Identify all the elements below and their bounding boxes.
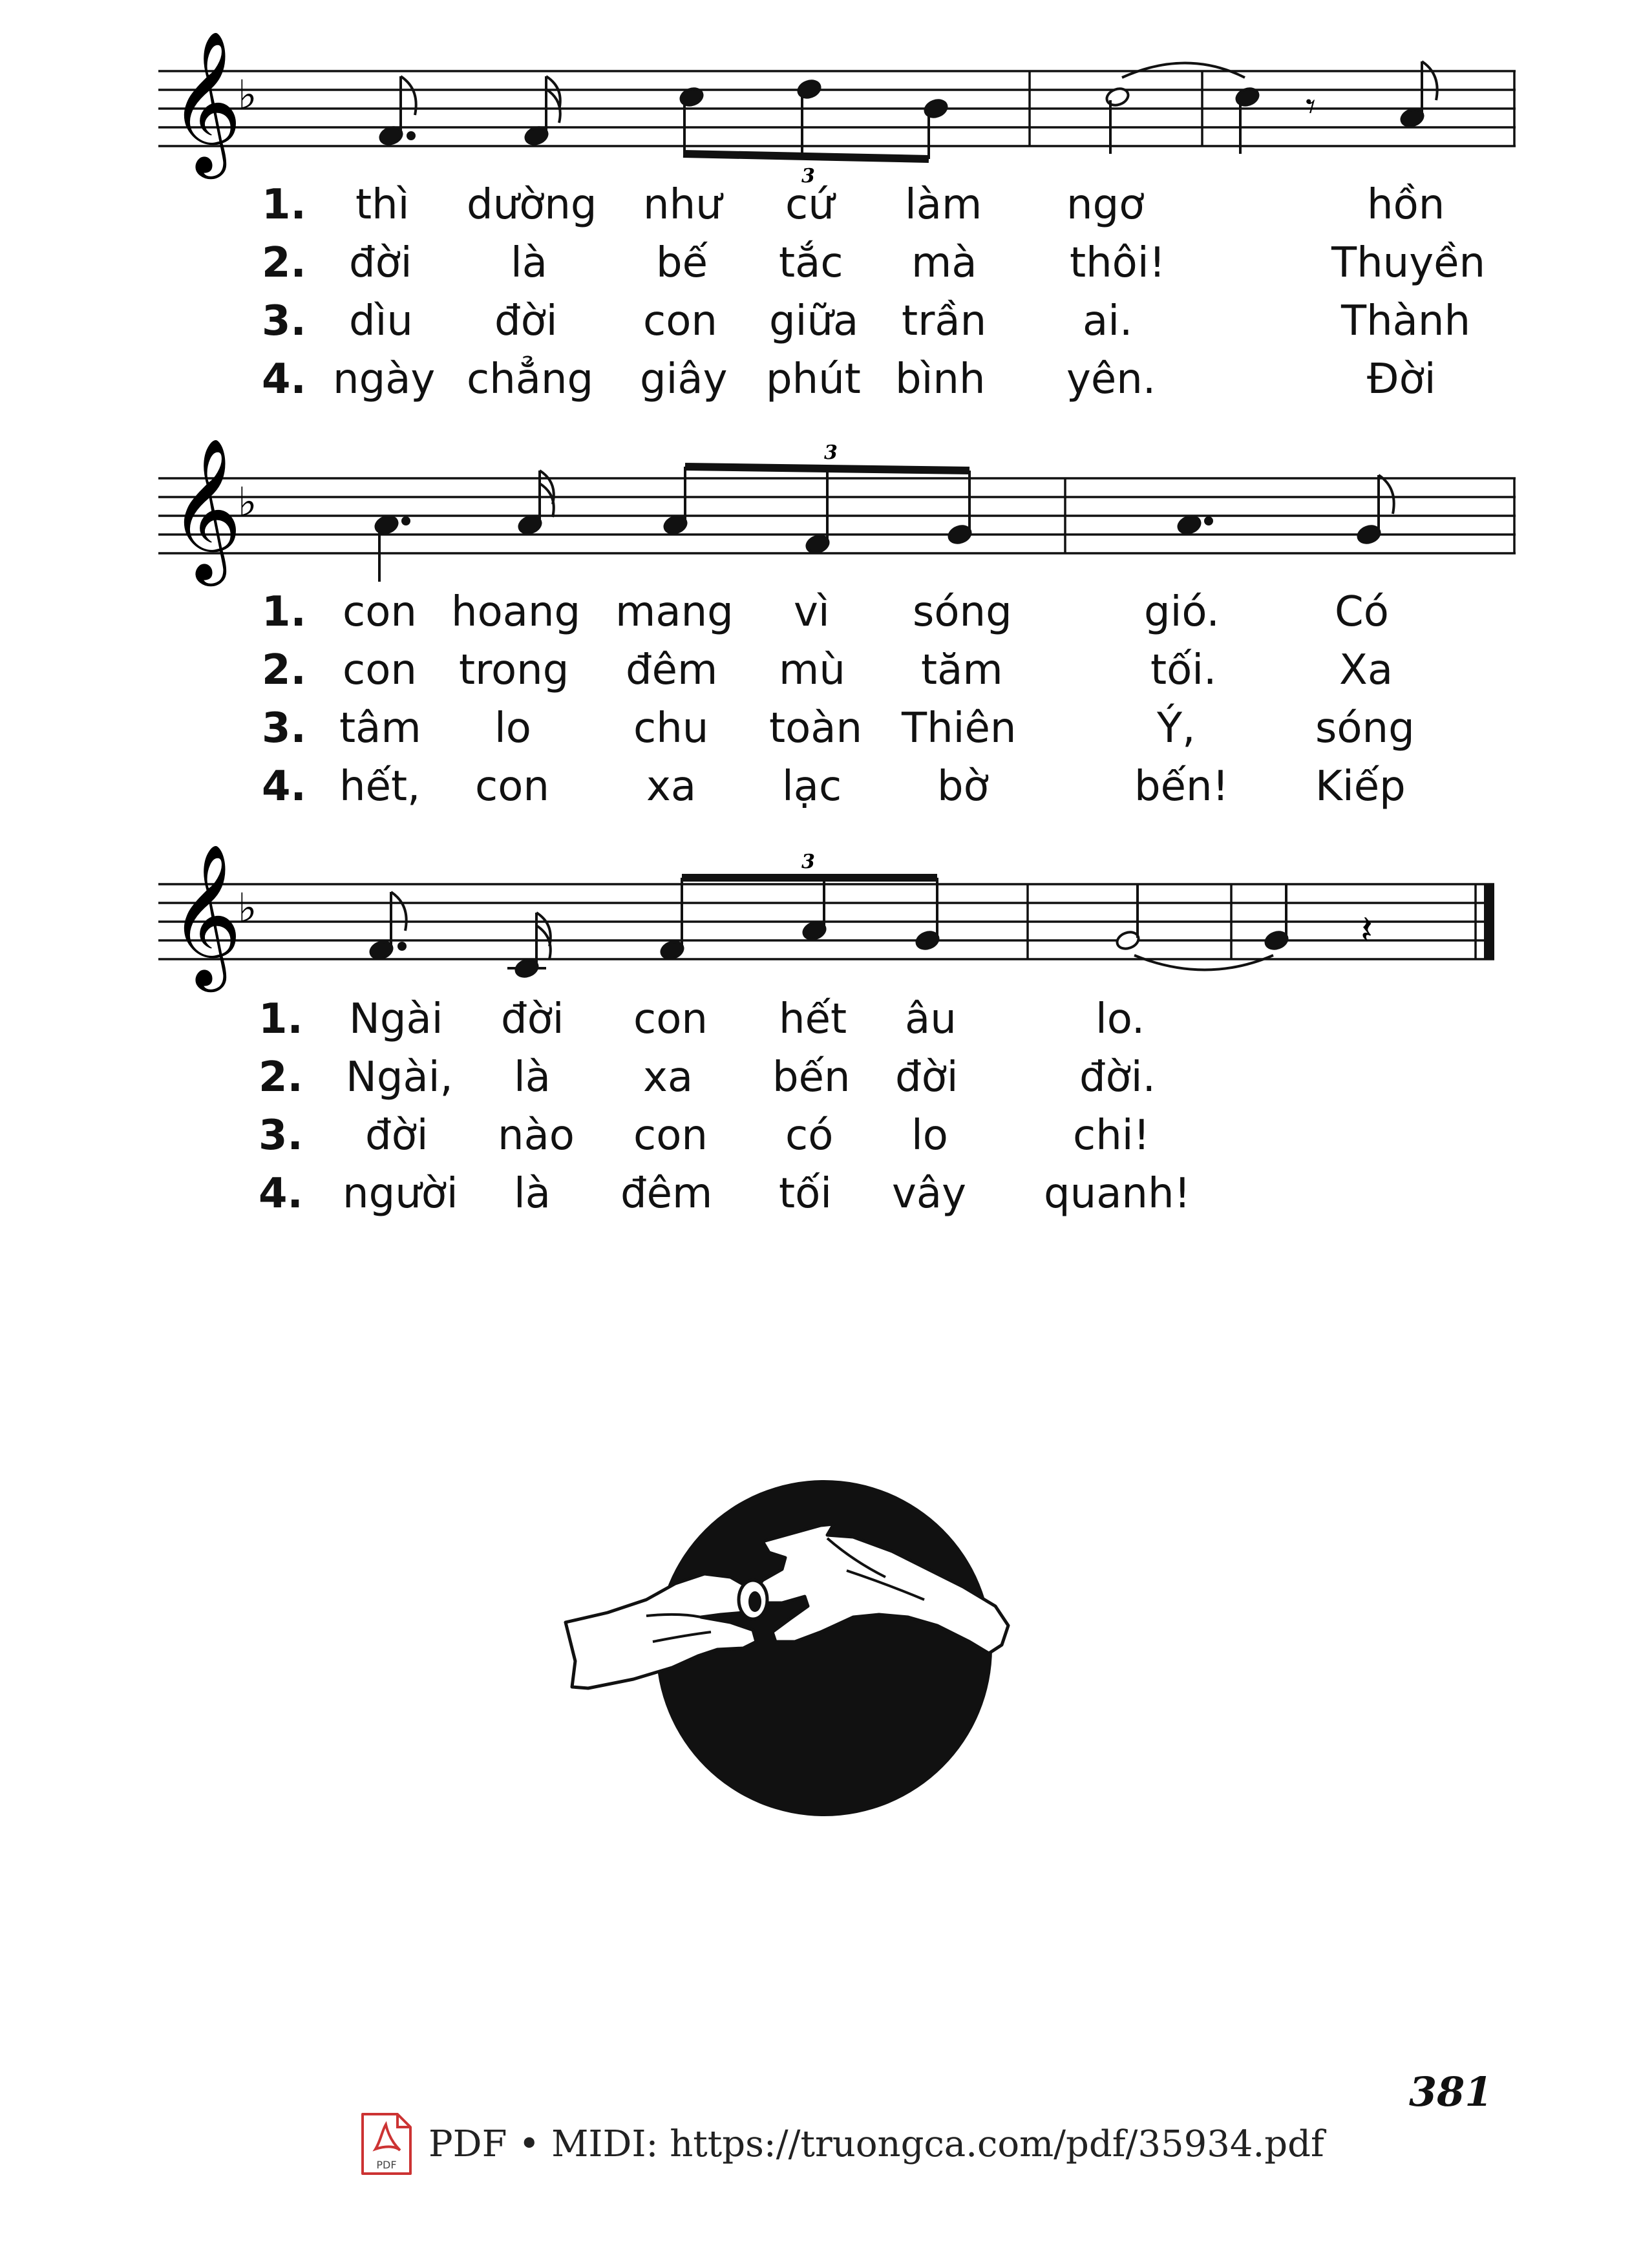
lyric-syllable: đời (501, 995, 564, 1043)
lyric-syllable: âu (905, 995, 957, 1043)
flat-icon: ♭ (238, 478, 257, 525)
quarter-rest-icon: 𝄽 (1361, 906, 1373, 953)
lyric-syllable: là (514, 1054, 551, 1101)
lyric-syllable: con (633, 1112, 708, 1160)
lyric-syllable: Thuyền (1331, 239, 1486, 287)
lyric-syllable: yên. (1066, 355, 1156, 403)
lyric-syllable: Thành (1341, 297, 1470, 345)
lyric-syllable: hết (779, 995, 847, 1043)
lyric-syllable: vây (892, 1170, 966, 1218)
lyric-syllable: Có (1335, 588, 1389, 636)
lyric-syllable: tối (779, 1170, 832, 1218)
verse-line (0, 1170, 1652, 1228)
lyric-syllable: mù (779, 646, 845, 694)
lyric-syllable: xa (646, 763, 697, 811)
verse-number: 3. (262, 705, 306, 752)
lyric-syllable: hoang (451, 588, 581, 636)
lyric-syllable: chi! (1073, 1112, 1150, 1160)
lyric-syllable: mang (615, 588, 734, 636)
verse-number: 3. (259, 1112, 303, 1160)
tuplet-label: 3 (801, 851, 815, 873)
tuplet-label: 3 (801, 165, 815, 187)
pdf-file-icon (359, 2112, 414, 2176)
tuplet-label: 3 (824, 441, 838, 464)
lyric-syllable: đời (349, 239, 412, 287)
verse-number: 2. (259, 1054, 303, 1101)
lyric-syllable: lo (911, 1112, 948, 1160)
lyric-syllable: mà (911, 239, 977, 287)
lyric-syllable: trần (902, 297, 987, 345)
verse-line (0, 705, 1652, 763)
footer-text[interactable]: PDF • MIDI: https://truongca.com/pdf/35934.pdf (429, 2123, 1324, 2165)
lyric-syllable: đời (494, 297, 558, 345)
treble-clef-icon: 𝄞 (169, 437, 242, 580)
lyric-syllable: giây (640, 355, 728, 403)
lyric-syllable: bế (656, 239, 708, 287)
lyric-syllable: lo. (1096, 995, 1145, 1043)
lyric-syllable: đời (365, 1112, 429, 1160)
hands-ring-circle-icon (549, 1448, 1118, 1849)
verse-line (0, 995, 1652, 1054)
lyric-syllable: con (633, 995, 708, 1043)
flat-icon: ♭ (238, 884, 257, 931)
lyric-syllable: con (343, 646, 417, 694)
verse-line (0, 763, 1652, 821)
lyric-syllable: ai. (1083, 297, 1133, 345)
lyric-syllable: phút (766, 355, 861, 403)
lyric-syllable: bình (895, 355, 986, 403)
lyric-syllable: Ngài (349, 995, 443, 1043)
lyric-syllable: tăm (921, 646, 1003, 694)
verse-line (0, 297, 1652, 355)
verse-line (0, 646, 1652, 705)
staff-system-3 (0, 843, 1652, 1008)
lyric-syllable: chu (633, 705, 709, 752)
verse-line (0, 1112, 1652, 1170)
lyric-syllable: dường (467, 181, 597, 229)
lyric-syllable: ngày (333, 355, 436, 403)
lyric-syllable: quanh! (1044, 1170, 1191, 1218)
verse-number: 2. (262, 239, 306, 287)
lyric-syllable: giữa (769, 297, 859, 345)
lyric-syllable: hồn (1367, 181, 1445, 229)
page-number: 381 (1409, 2068, 1493, 2115)
lyric-syllable: Kiếp (1315, 763, 1406, 811)
lyric-syllable: toàn (769, 705, 863, 752)
verse-number: 1. (259, 995, 303, 1043)
lyric-syllable: Đời (1367, 355, 1436, 403)
lyric-syllable: nào (498, 1112, 575, 1160)
lyric-syllable: ngơ (1066, 181, 1145, 229)
lyric-syllable: là (511, 239, 547, 287)
lyric-syllable: làm (905, 181, 982, 229)
lyric-syllable: lạc (782, 763, 842, 811)
lyric-syllable: lo (494, 705, 531, 752)
verse-number: 1. (262, 588, 306, 636)
verse-number: 4. (262, 763, 306, 811)
pdf-icon-label: PDF (376, 2159, 397, 2171)
lyric-syllable: tâm (339, 705, 421, 752)
lyric-syllable: Ý, (1157, 705, 1196, 752)
lyric-syllable: tắc (779, 239, 843, 287)
verse-line (0, 239, 1652, 297)
verse-line (0, 355, 1652, 414)
lyric-syllable: bến (772, 1054, 851, 1101)
lyric-syllable: đêm (620, 1170, 713, 1218)
treble-clef-icon: 𝄞 (169, 843, 242, 986)
lyric-syllable: hết, (339, 763, 421, 811)
lyric-syllable: đời (895, 1054, 958, 1101)
lyric-syllable: như (643, 181, 722, 229)
lyric-syllable: có (785, 1112, 834, 1160)
eighth-rest-icon: 𝄾 (1306, 84, 1316, 129)
flat-icon: ♭ (238, 71, 257, 118)
lyric-syllable: bờ (937, 763, 989, 811)
lyric-syllable: trong (459, 646, 569, 694)
lyric-syllable: gió. (1144, 588, 1220, 636)
lyric-syllable: Thiên (902, 705, 1017, 752)
lyric-syllable: sóng (913, 588, 1012, 636)
lyric-syllable: bến! (1134, 763, 1229, 811)
lyric-syllable: sóng (1315, 705, 1415, 752)
lyric-syllable: con (643, 297, 717, 345)
verse-line (0, 1054, 1652, 1112)
staff-system-2 (0, 437, 1652, 601)
verse-number: 2. (262, 646, 306, 694)
lyric-syllable: dìu (349, 297, 413, 345)
lyric-syllable: con (343, 588, 417, 636)
lyric-syllable: là (514, 1170, 551, 1218)
lyric-syllable: xa (643, 1054, 694, 1101)
lyric-syllable: thôi! (1070, 239, 1166, 287)
treble-clef-icon: 𝄞 (169, 30, 242, 173)
lyric-syllable: người (343, 1170, 458, 1218)
verse-number: 3. (262, 297, 306, 345)
lyric-syllable: con (475, 763, 549, 811)
verse-line (0, 588, 1652, 646)
lyric-syllable: vì (794, 588, 830, 636)
lyric-syllable: đời. (1079, 1054, 1156, 1101)
verse-number: 1. (262, 181, 306, 229)
lyric-syllable: tối. (1150, 646, 1217, 694)
footer-download-link[interactable] (359, 2108, 1324, 2179)
lyric-syllable: chẳng (467, 355, 594, 403)
lyric-syllable: Xa (1339, 646, 1393, 694)
lyric-syllable: Ngài, (346, 1054, 453, 1101)
lyric-syllable: cứ (785, 181, 834, 229)
lyric-syllable: đêm (626, 646, 718, 694)
verse-number: 4. (262, 355, 306, 403)
verse-line (0, 181, 1652, 239)
lyric-syllable: thì (355, 181, 410, 229)
verse-number: 4. (259, 1170, 303, 1218)
